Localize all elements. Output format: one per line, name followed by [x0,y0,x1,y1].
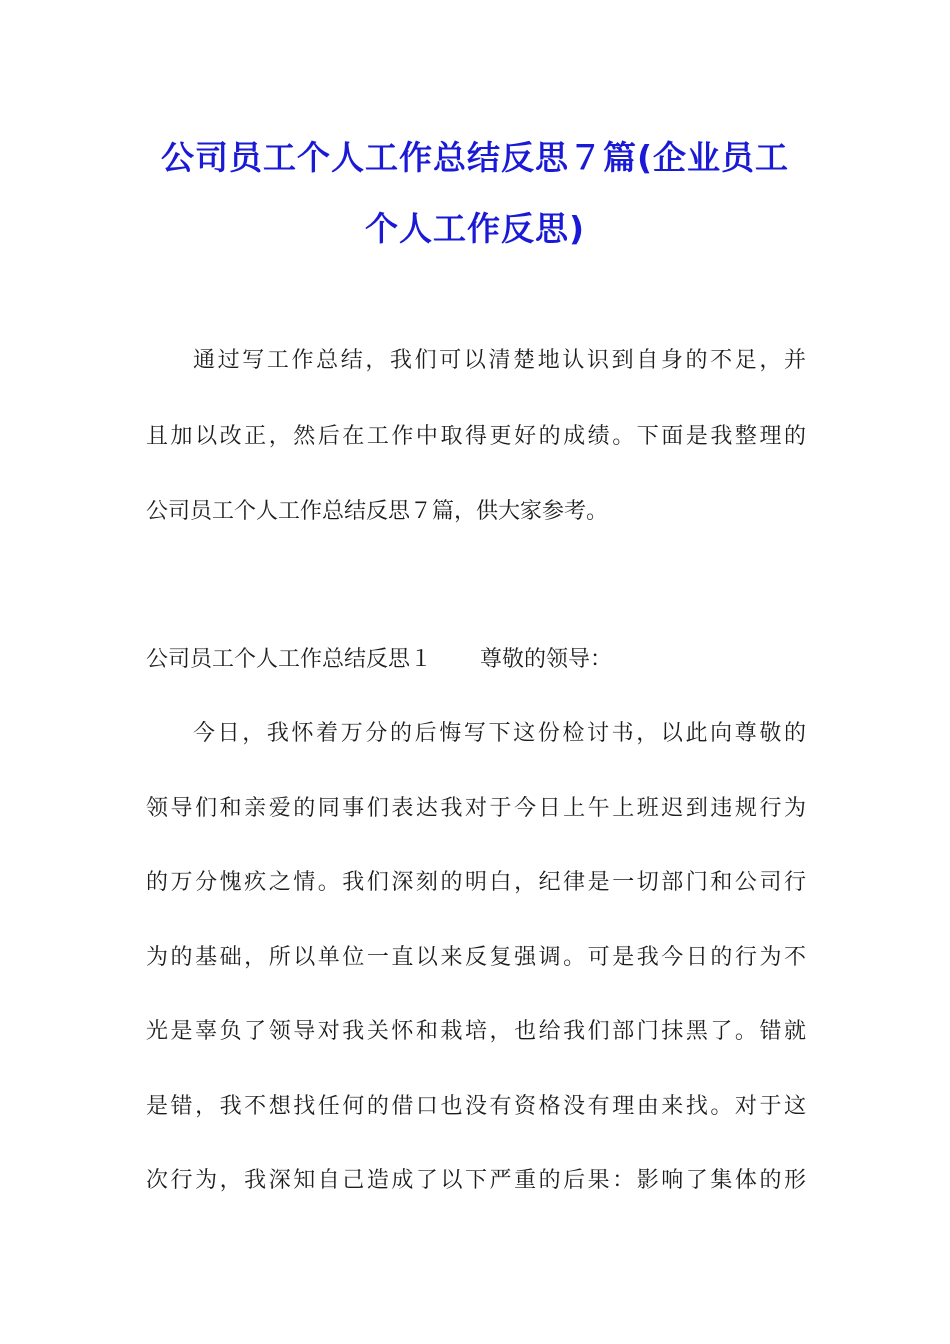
section-heading: 公司员工个人工作总结反思１ [146,647,433,672]
body-line-4: 为的基础，所以单位一直以来反复强调。可是我今日的行为不 [146,945,806,970]
document-title-line-1: 公司员工个人工作总结反思７篇(企业员工 [160,138,790,177]
intro-line-2: 且加以改正，然后在工作中取得更好的成绩。下面是我整理的 [146,424,806,449]
intro-line-3: 公司员工个人工作总结反思７篇，供大家参考。 [146,499,609,524]
body-line-7: 次行为，我深知自己造成了以下严重的后果：影响了集体的形 [146,1168,806,1193]
body-line-3: 的万分愧疚之情。我们深刻的明白，纪律是一切部门和公司行 [146,870,806,895]
body-line-6: 是错，我不想找任何的借口也没有资格没有理由来找。对于这 [146,1094,806,1119]
document-title-line-2: 个人工作反思) [364,209,586,248]
body-line-1: 今日，我怀着万分的后悔写下这份检讨书，以此向尊敬的 [193,721,806,746]
body-line-5: 光是辜负了领导对我关怀和栽培，也给我们部门抹黑了。错就 [146,1019,806,1044]
salutation: 尊敬的领导： [480,647,613,672]
section-heading-row [146,645,806,675]
intro-line-1: 通过写工作总结，我们可以清楚地认识到自身的不足，并 [193,348,806,373]
body-line-2: 领导们和亲爱的同事们表达我对于今日上午上班迟到违规行为 [146,796,806,821]
